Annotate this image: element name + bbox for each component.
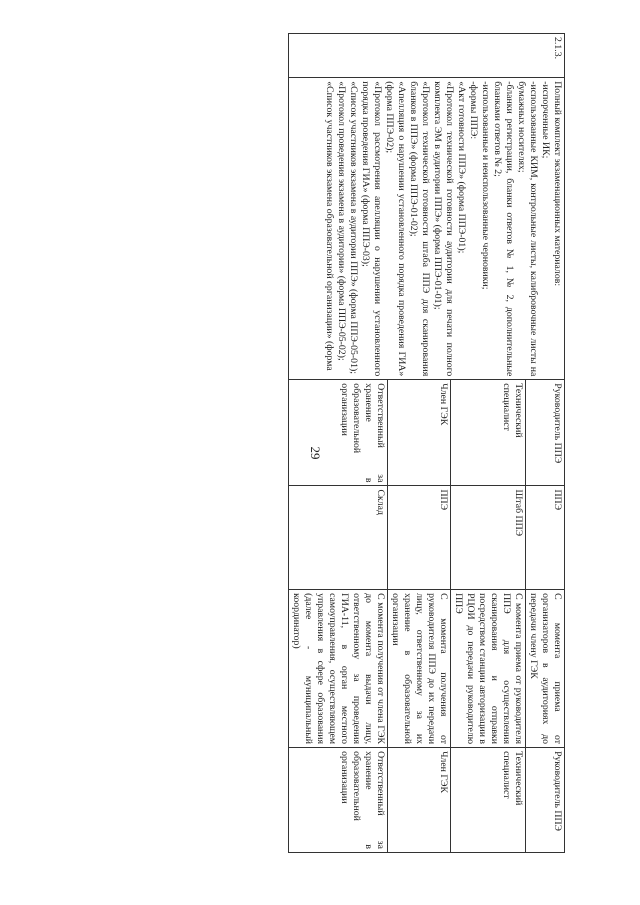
where-cell: ППЭ: [388, 486, 451, 590]
materials-line: Полный комплект экзаменационных материалов:: [552, 81, 563, 287]
when-cell: С момента приема от руководителя ППЭ для осуществления сканирования и отправки посредством станции авторизации в РЦОИ до передачи руководителю ППЭ: [451, 590, 526, 748]
materials-line: -испорченные ИК;: [540, 81, 551, 159]
when-cell: С момента получения от руководителя ППЭ до их передачи лицу, ответственному за их хранение в образовательной организации: [388, 590, 451, 748]
responsible-cell: Технический специалист: [451, 748, 526, 853]
responsible-cell: Член ГЭК: [388, 748, 451, 853]
where-cell: ППЭ: [526, 486, 565, 590]
materials-line: «Протокол проведения экзамена в аудитории» (форма ППЭ-05-02);: [336, 81, 347, 361]
when-cell: С момента получения от члена ГЭК до момента выдачи лицу, ответственному за проведения ГИА-11, в орган местного самоуправления, осуществляющем управления в сфере образования (далее - муниципальный координатор): [289, 590, 388, 748]
when-cell: С момента приема от организаторов в аудиториях до передачи члену ГЭК: [526, 590, 565, 748]
materials-line: «Список участников экзамена образовательной организации» (форма: [324, 81, 335, 371]
materials-line: «Акт готовности ППЭ» (форма ППЭ-01);: [456, 81, 467, 254]
materials-table: [288, 33, 565, 853]
who-cell: Член ГЭК: [388, 380, 451, 486]
responsible-cell: Руководитель ППЭ: [526, 748, 565, 853]
materials-line: «Апелляция о нарушении установленного порядка проведения ГИА» (форма ППЭ-02);: [384, 81, 407, 377]
materials-line: -бланки регистрации, бланки ответов № 1, № 2, дополнительные бланками ответов № 2;: [492, 81, 515, 377]
who-cell: Технический специалист: [451, 380, 526, 486]
who-cell: Руководитель ППЭ: [526, 380, 565, 486]
materials-cell: [289, 78, 565, 380]
responsible-cell: Ответственный за хранение в образовательной организации: [289, 748, 388, 853]
row-number: 2.1.3.: [289, 34, 565, 78]
materials-line: «Протокол технической готовности штаба ППЭ для сканирования бланков в ППЭ» (форма ППЭ-01-02);: [408, 81, 431, 377]
materials-line: -формы ППЭ:: [468, 81, 479, 140]
materials-line: «Протокол рассмотрения апелляции о нарушении установленного порядка проведения ГИА» (форма ППЭ-03);: [360, 81, 383, 377]
materials-line: -использованные и неиспользованные черновики;: [480, 81, 491, 290]
where-cell: Склад: [289, 486, 388, 590]
who-cell: Ответственный за хранение в образовательной организации: [289, 380, 388, 486]
table-row: [526, 34, 565, 853]
materials-line: «Протокол технической готовности аудитории для печати полного комплекта ЭМ в аудитории ППЭ» (форма ППЭ-01-01);: [432, 81, 455, 377]
where-cell: Штаб ППЭ: [451, 486, 526, 590]
materials-line: «Список участников экзамена в аудитории ППЭ» (форма ППЭ-05-01);: [348, 81, 359, 374]
materials-line: -использованные КИМ, контрольные листы, калибровочные листы на бумажных носителях;: [516, 81, 539, 377]
document-table-rotated: [60, 33, 565, 853]
page-number: 29: [308, 446, 323, 460]
